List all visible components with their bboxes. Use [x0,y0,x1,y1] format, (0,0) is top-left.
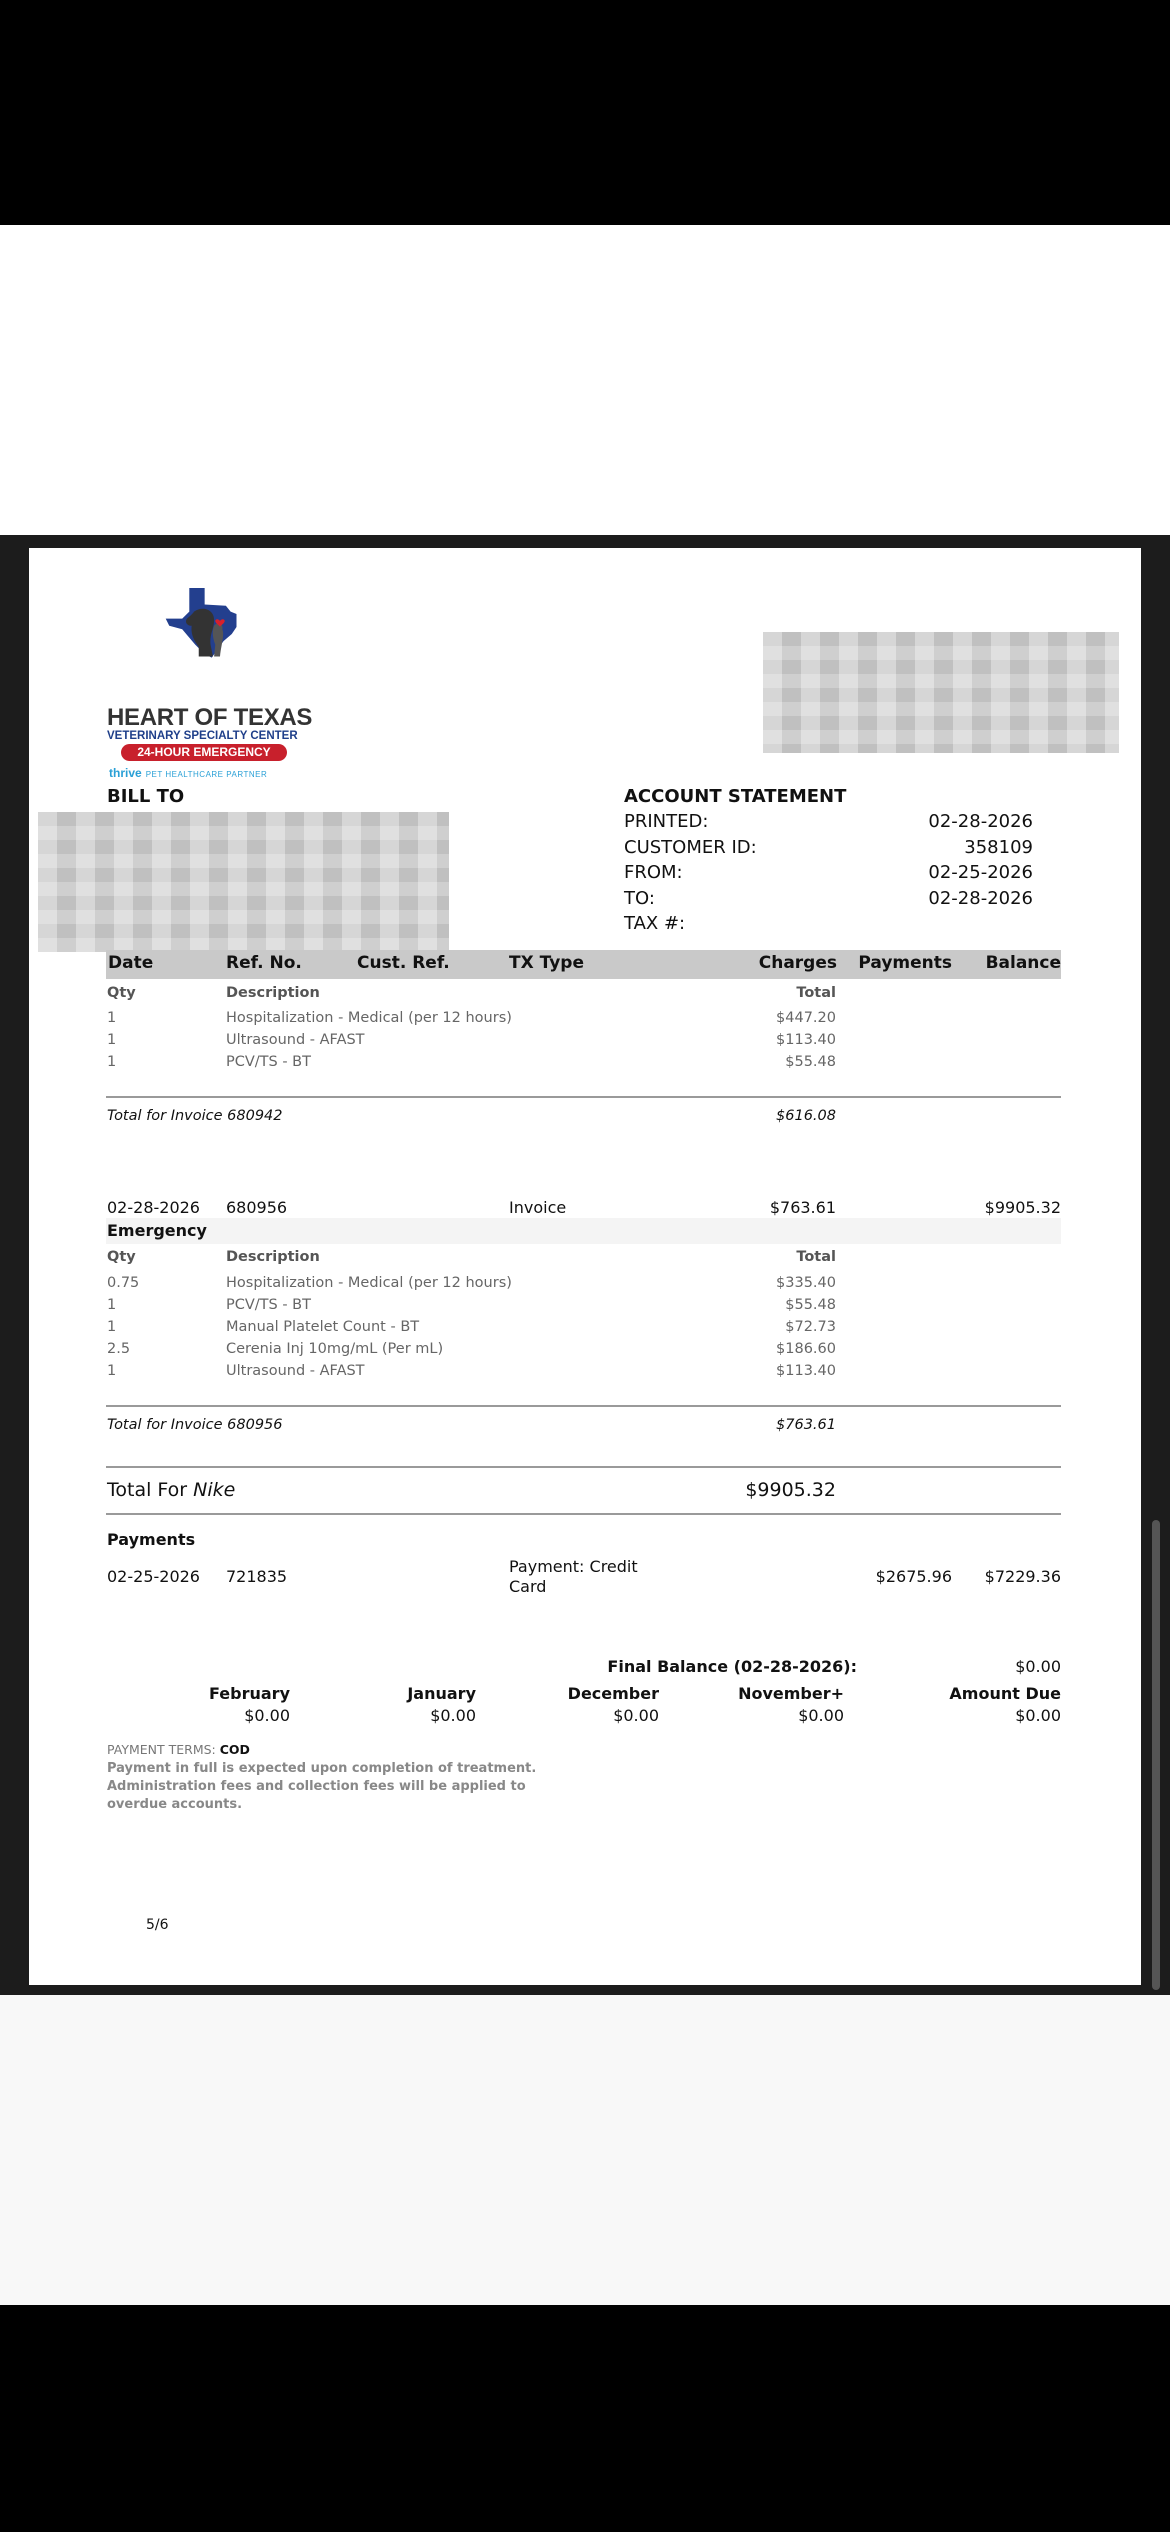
inv2-line-qty: 1 [107,1297,117,1313]
inv2-line-desc: Ultrasound - AFAST [226,1363,365,1379]
partner-brand [109,766,267,780]
inv1-line-desc: Hospitalization - Medical (per 12 hours) [226,1010,512,1026]
inv2-line-total: $72.73 [785,1319,836,1335]
customer-id-value: 358109 [964,837,1033,858]
inv1-line-total: $447.20 [776,1010,836,1026]
inv1-line-qty: 1 [107,1054,117,1070]
total-for-label: Total For [107,1479,188,1501]
inv1-total-label: Total for Invoice 680942 [107,1108,283,1124]
final-balance-amount: $0.00 [1015,1657,1061,1676]
printed-value: 02-28-2026 [928,811,1033,832]
inv1-total-amount: $616.08 [776,1108,836,1124]
inv2-balance: $9905.32 [984,1198,1061,1217]
payment-type-cont: Card [509,1577,547,1596]
total-for-patient [107,1479,235,1501]
inv1-qty-header: Qty [107,985,136,1001]
inv2-charges: $763.61 [769,1198,836,1217]
inv2-line-desc: Hospitalization - Medical (per 12 hours) [226,1275,512,1291]
inv2-ref: 680956 [226,1198,288,1217]
statement-page [29,548,1141,1985]
inv1-line-desc: Ultrasound - AFAST [226,1032,365,1048]
inv2-total-label: Total for Invoice 680956 [107,1417,283,1433]
bottom-black-bar [0,2305,1170,2532]
inv1-line-total: $113.40 [776,1032,836,1048]
inv2-line-qty: 2.5 [107,1341,131,1357]
clinic-logo [107,588,307,706]
divider [106,1466,1061,1468]
inv1-line-desc: PCV/TS - BT [226,1054,311,1070]
scrollbar-thumb[interactable] [1152,1520,1160,1990]
terms-line: overdue accounts. [107,1797,243,1812]
payment-balance: $7229.36 [984,1567,1061,1586]
bill-to-label: BILL TO [107,786,185,807]
divider [106,1405,1061,1407]
payment-amount: $2675.96 [875,1567,952,1586]
inv2-line-qty: 1 [107,1363,117,1379]
inv2-total-amount: $763.61 [776,1417,836,1433]
aging-amount: $0.00 [244,1706,290,1725]
top-black-bar [0,0,1170,225]
inv2-line-total: $186.60 [776,1341,836,1357]
aging-label: November+ [738,1684,844,1703]
amount-due-value: $0.00 [1015,1706,1061,1725]
top-blank-area [0,225,1170,535]
inv2-line-total: $55.48 [785,1297,836,1313]
divider [106,1096,1061,1098]
inv2-line-total: $335.40 [776,1275,836,1291]
patient-name: Nike [193,1479,236,1501]
payment-terms [107,1742,250,1757]
terms-line: Administration fees and collection fees will be applied to [107,1779,526,1794]
inv1-desc-header: Description [226,985,320,1001]
inv2-line-total: $113.40 [776,1363,836,1379]
aging-amount: $0.00 [613,1706,659,1725]
header-cust-ref: Cust. Ref. [357,953,450,973]
total-for-amount: $9905.32 [745,1479,836,1501]
emergency-badge: 24-HOUR EMERGENCY [121,744,287,761]
inv1-line-total: $55.48 [785,1054,836,1070]
from-label: FROM: [624,862,683,883]
terms-line: Payment in full is expected upon completion of treatment. [107,1761,537,1776]
final-balance-label: Final Balance (02-28-2026): [607,1657,857,1676]
redacted-bill-to-address [38,812,449,952]
inv2-line-desc: Cerenia Inj 10mg/mL (Per mL) [226,1341,444,1357]
inv2-line-desc: PCV/TS - BT [226,1297,311,1313]
aging-label: December [567,1684,659,1703]
aging-amount: $0.00 [798,1706,844,1725]
inv2-line-qty: 0.75 [107,1275,140,1291]
header-date: Date [108,953,154,973]
lower-blank-area [0,1995,1170,2305]
inv2-tx-type: Invoice [509,1198,567,1217]
inv2-total-header: Total [796,1249,836,1265]
inv2-qty-header: Qty [107,1249,136,1265]
clinic-name: HEART OF TEXAS [107,704,313,731]
inv2-category: Emergency [107,1221,207,1240]
clinic-subtitle: VETERINARY SPECIALTY CENTER [107,730,298,742]
header-ref: Ref. No. [226,953,302,973]
page-number: 5/6 [146,1917,169,1933]
aging-label: January [407,1684,476,1703]
payment-date: 02-25-2026 [107,1567,200,1586]
inv2-line-desc: Manual Platelet Count - BT [226,1319,420,1335]
inv2-desc-header: Description [226,1249,320,1265]
redacted-clinic-address [763,632,1119,753]
amount-due-label: Amount Due [949,1684,1061,1703]
partner-brand-name: thrive [109,766,142,780]
customer-id-label: CUSTOMER ID: [624,837,757,858]
from-value: 02-25-2026 [928,862,1033,883]
inv2-line-qty: 1 [107,1319,117,1335]
tax-label: TAX #: [624,913,686,934]
header-balance: Balance [985,953,1061,973]
payment-terms-value: COD [219,1742,250,1757]
category-band [106,1218,1061,1244]
aging-amount: $0.00 [430,1706,476,1725]
inv2-date: 02-28-2026 [107,1198,200,1217]
divider [106,1513,1061,1515]
payment-terms-label: PAYMENT TERMS: [107,1742,216,1757]
printed-label: PRINTED: [624,811,709,832]
header-charges: Charges [758,953,837,973]
payment-ref: 721835 [226,1567,288,1586]
payment-type: Payment: Credit [509,1557,638,1576]
to-label: TO: [624,888,655,909]
payments-title: Payments [107,1530,196,1549]
header-payments: Payments [858,953,952,973]
header-tx-type: TX Type [509,953,584,973]
aging-label: February [209,1684,290,1703]
statement-title: ACCOUNT STATEMENT [624,786,847,807]
partner-tag: PET HEALTHCARE PARTNER [145,770,268,779]
inv1-line-qty: 1 [107,1032,117,1048]
inv1-line-qty: 1 [107,1010,117,1026]
to-value: 02-28-2026 [928,888,1033,909]
inv1-total-header: Total [796,985,836,1001]
